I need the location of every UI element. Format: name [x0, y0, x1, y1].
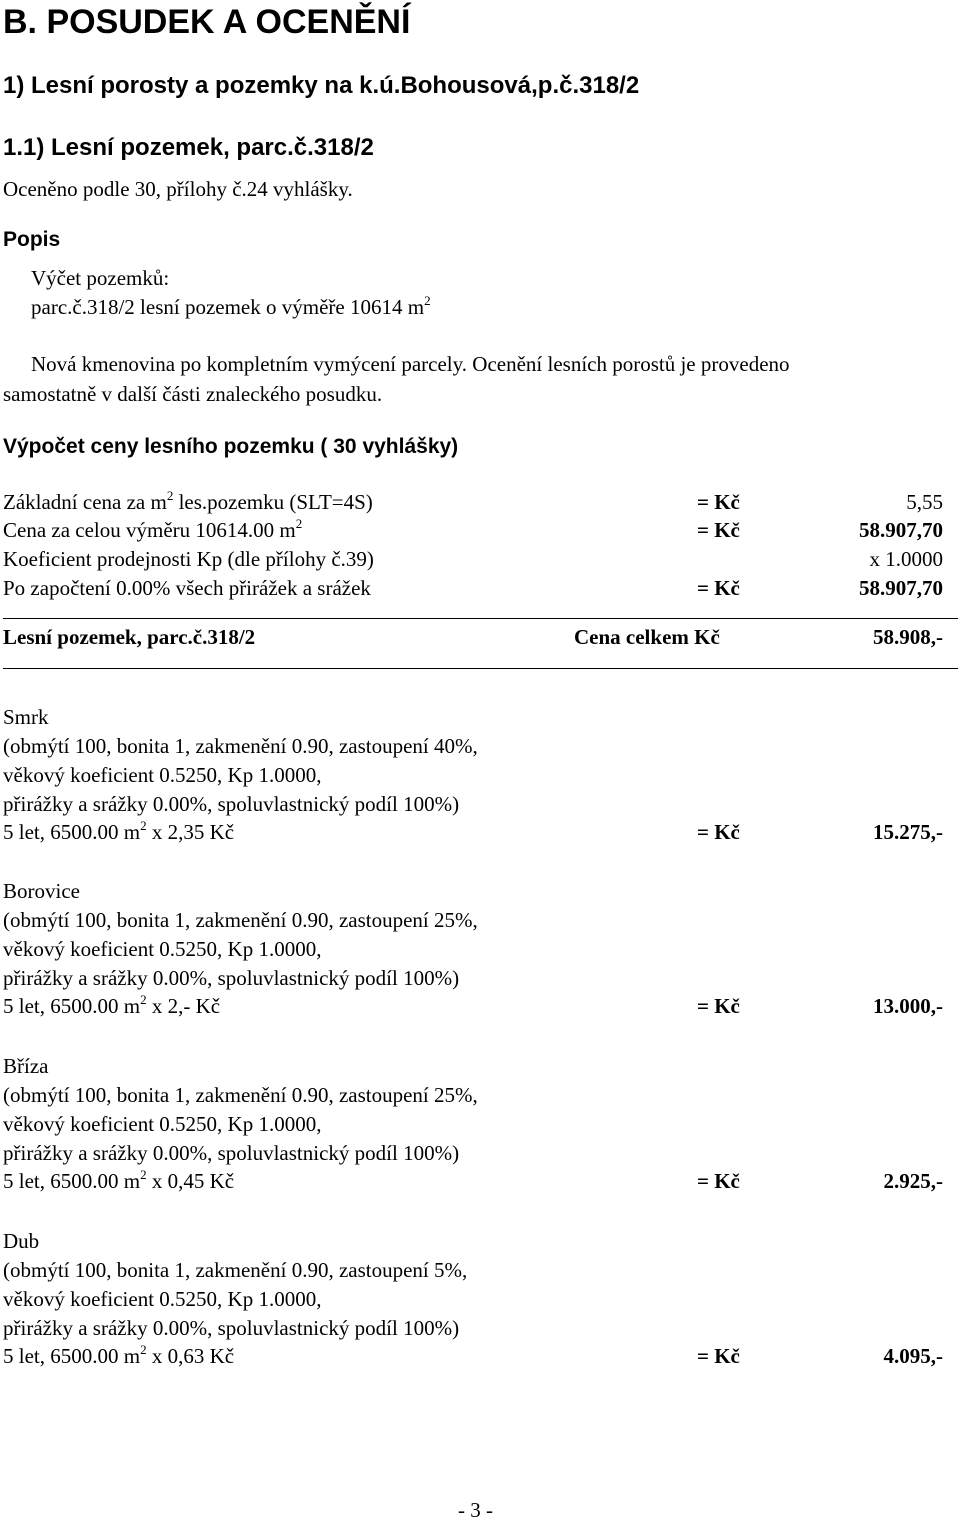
popis-title: Popis: [3, 228, 61, 251]
species-line: věkový koeficient 0.5250, Kp 1.0000,: [3, 763, 322, 787]
species-eq: = Kč: [697, 1344, 740, 1368]
species-block: [3, 1052, 478, 1168]
species-calc: 5 let, 6500.00 $m^2$ x 2,- Kč: [3, 992, 221, 1018]
species-line: věkový koeficient 0.5250, Kp 1.0000,: [3, 937, 322, 961]
species-block: [3, 877, 478, 993]
species-calc: 5 let, 6500.00 $m^2$ x 0,45 Kč: [3, 1167, 235, 1193]
species-name: Smrk: [3, 705, 49, 729]
species-line: (obmýtí 100, bonita 1, zakmenění 0.90, zastoupení 25%,: [3, 1083, 478, 1107]
species-value: 2.925,-: [883, 1169, 943, 1193]
parcel-line-sup: 2: [424, 293, 431, 308]
page-number: - 3 -: [458, 1498, 493, 1522]
calc-row: [3, 576, 943, 604]
calc-row: [3, 547, 943, 575]
calc-row-label: Po započtení 0.00% všech přirážek a srážek: [3, 576, 371, 600]
description-line-1: Nová kmenovina po kompletním vymýcení parcely. Ocenění lesních porostů je provedeno: [31, 352, 790, 376]
species-eq: = Kč: [697, 994, 740, 1018]
species-line: přirážky a srážky 0.00%, spoluvlastnický podíl 100%): [3, 966, 460, 990]
calc-row-eq: = Kč: [697, 576, 740, 600]
species-line: přirážky a srážky 0.00%, spoluvlastnický podíl 100%): [3, 1316, 460, 1340]
species-value: 13.000,-: [873, 994, 943, 1018]
calc-row-value: 58.907,70: [859, 518, 943, 542]
species-line: věkový koeficient 0.5250, Kp 1.0000,: [3, 1287, 322, 1311]
species-line: přirážky a srážky 0.00%, spoluvlastnický podíl 100%): [3, 1141, 460, 1165]
calc-row-value: 58.907,70: [859, 576, 943, 600]
total-value: 58.908,-: [873, 625, 943, 649]
divider-top: [3, 618, 958, 619]
species-line: (obmýtí 100, bonita 1, zakmenění 0.90, zastoupení 40%,: [3, 734, 478, 758]
subsection-title: 1.1) Lesní pozemek, parc.č.318/2: [3, 134, 374, 161]
species-name: Borovice: [3, 879, 80, 903]
calc-title: Výpočet ceny lesního pozemku ( 30 vyhlášky): [3, 435, 459, 458]
species-line: (obmýtí 100, bonita 1, zakmenění 0.90, zastoupení 25%,: [3, 908, 478, 932]
page-heading: B. POSUDEK A OCENĚNÍ: [3, 3, 411, 41]
total-label: Lesní pozemek, parc.č.318/2: [3, 625, 256, 649]
species-eq: = Kč: [697, 820, 740, 844]
calc-row-value: 5,55: [906, 490, 943, 514]
species-block: [3, 1227, 467, 1343]
species-calc: 5 let, 6500.00 $m^2$ x 2,35 Kč: [3, 818, 235, 844]
calc-row-label: Cena za celou výměru 10614.00 $m^2$: [3, 516, 303, 542]
calc-row-label: Koeficient prodejnosti Kp (dle přílohy č.39): [3, 547, 374, 571]
species-calc: 5 let, 6500.00 $m^2$ x 0,63 Kč: [3, 1342, 235, 1368]
species-line: přirážky a srážky 0.00%, spoluvlastnický podíl 100%): [3, 792, 460, 816]
parcel-list-label: Výčet pozemků:: [31, 266, 170, 290]
species-block: [3, 703, 478, 819]
calc-row-label: Základní cena za $m^2$ les.pozemku (SLT=4S): [3, 488, 373, 514]
calc-row-eq: = Kč: [697, 518, 740, 542]
species-value: 15.275,-: [873, 820, 943, 844]
parcel-line: [31, 293, 431, 324]
divider-bottom: [3, 668, 958, 669]
calc-row-value: x 1.0000: [869, 547, 943, 571]
species-calc-row: [3, 820, 943, 848]
parcel-line-text: parc.č.318/2 lesní pozemek o výměře 10614 m: [31, 295, 425, 319]
species-calc-row: [3, 994, 943, 1022]
species-eq: = Kč: [697, 1169, 740, 1193]
valuation-basis: Oceněno podle 30, přílohy č.24 vyhlášky.: [3, 177, 353, 201]
section-title: 1) Lesní porosty a pozemky na k.ú.Bohousová,p.č.318/2: [3, 72, 640, 99]
species-calc-row: [3, 1344, 943, 1372]
calc-row-eq: = Kč: [697, 490, 740, 514]
species-name: Bříza: [3, 1054, 49, 1078]
species-value: 4.095,-: [883, 1344, 943, 1368]
total-mid-label: Cena celkem Kč: [574, 625, 720, 649]
calc-row: [3, 518, 943, 546]
description-line-2: samostatně v další části znaleckého posudku.: [3, 382, 383, 406]
species-name: Dub: [3, 1229, 40, 1253]
total-row: [3, 625, 943, 653]
calc-row: [3, 490, 943, 518]
species-calc-row: [3, 1169, 943, 1197]
species-line: (obmýtí 100, bonita 1, zakmenění 0.90, zastoupení 5%,: [3, 1258, 468, 1282]
species-line: věkový koeficient 0.5250, Kp 1.0000,: [3, 1112, 322, 1136]
